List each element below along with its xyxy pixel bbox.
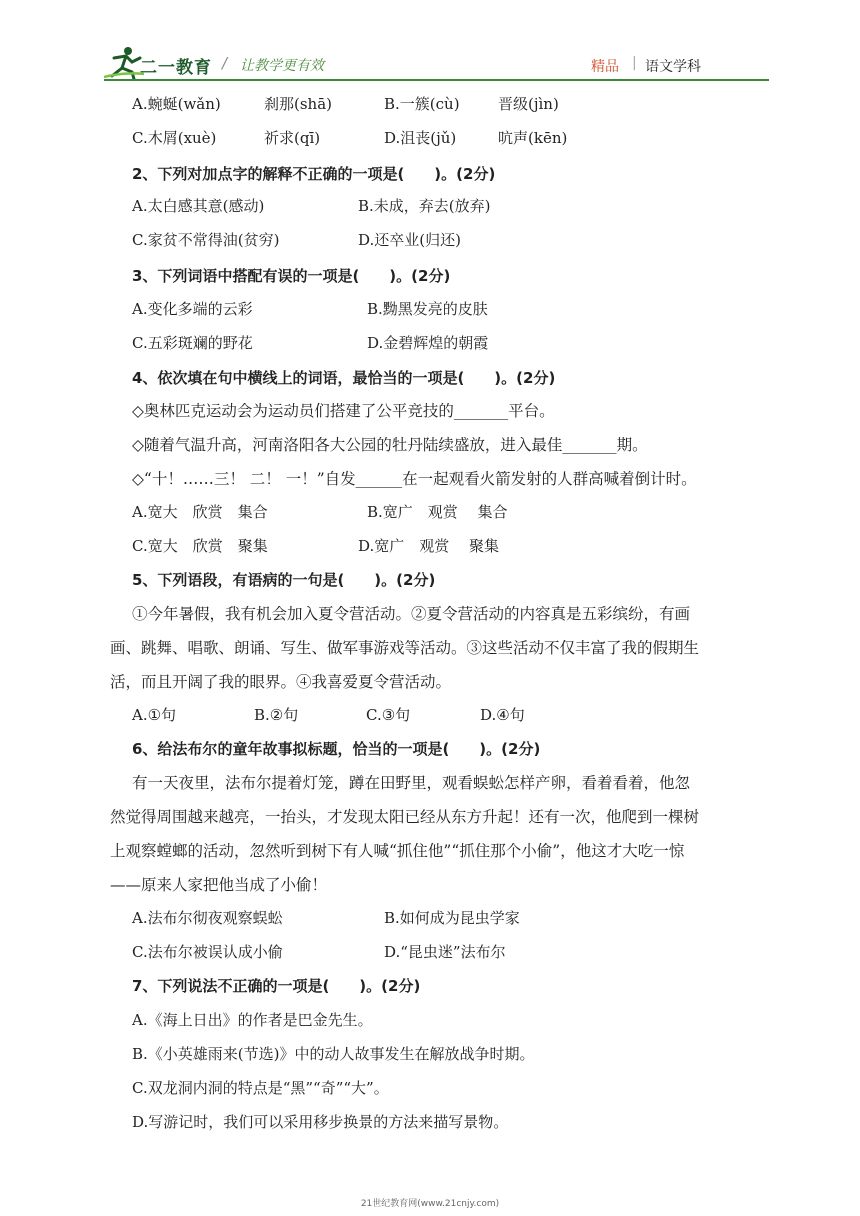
q2-stem: 2、下列对加点字的解释不正确的一项是( )。(2分) — [132, 165, 496, 183]
q7-option-b: B.《小英雄雨来(节选)》中的动人故事发生在解放战争时期。 — [132, 1045, 535, 1063]
q2-option-a: A.太白感其意(感动) — [132, 197, 265, 215]
q4-sentence-2: ◇随着气温升高，河南洛阳各大公园的牡丹陆续盛放，进入最佳_______期。 — [132, 436, 648, 454]
q4-option-a: A.宽大 欣赏 集合 — [132, 503, 268, 521]
q6-option-d: D.“昆虫迷”法布尔 — [384, 943, 506, 961]
q5-option-d: D.④句 — [480, 706, 525, 724]
header-divider — [104, 79, 769, 81]
q5-option-b: B.②句 — [254, 706, 299, 724]
q5-passage-line-2: 画、跳舞、唱歌、朗诵、写生、做军事游戏等活动。③这些活动不仅丰富了我的假期生 — [110, 639, 700, 657]
q1-option-d-word2: 吭声(kēn) — [498, 129, 568, 147]
q1-option-a-word1: A.蜿蜒(wǎn) — [132, 95, 221, 113]
q4-option-d: D.宽广 观赏 聚集 — [358, 537, 500, 555]
q7-option-d: D.写游记时，我们可以采用移步换景的方法来描写景物。 — [132, 1113, 509, 1131]
q1-option-b-word2: 晋级(jìn) — [498, 95, 559, 113]
q3-option-d: D.金碧辉煌的朝霞 — [367, 334, 489, 352]
q1-option-d-word1: D.沮丧(jǔ) — [384, 129, 457, 147]
q3-option-a: A.变化多端的云彩 — [132, 300, 253, 318]
q4-option-c: C.宽大 欣赏 聚集 — [132, 537, 268, 555]
q4-sentence-3: ◇“十！……三！ 二！ 一！”自发______在一起观看火箭发射的人群高喊着倒计时。 — [132, 470, 697, 488]
premium-tag: 精品 — [591, 59, 619, 75]
q6-stem: 6、给法布尔的童年故事拟标题，恰当的一项是( )。(2分) — [132, 740, 541, 758]
q4-option-b: B.宽广 观赏 集合 — [367, 503, 508, 521]
subject-tag: 语文学科 — [645, 59, 701, 75]
q6-passage-line-4: ——原来人家把他当成了小偷！ — [110, 876, 328, 894]
q1-option-c-word2: 祈求(qī) — [264, 129, 321, 147]
q5-option-c: C.③句 — [366, 706, 411, 724]
page-footer: 21世纪教育网(www.21cnjy.com) — [360, 1199, 500, 1209]
q6-passage-line-2: 然觉得周围越来越亮，一抬头，才发现太阳已经从东方升起！还有一次，他爬到一棵树 — [110, 808, 700, 826]
q2-option-b: B.未成，弃去(放弃) — [358, 197, 491, 215]
q7-stem: 7、下列说法不正确的一项是( )。(2分) — [132, 977, 421, 995]
q2-option-d: D.还卒业(归还) — [358, 231, 461, 249]
logo-text: 二一教育 — [140, 58, 212, 78]
q5-passage-line-3: 活，而且开阔了我的眼界。④我喜爱夏令营活动。 — [110, 673, 452, 691]
q2-option-c: C.家贫不常得油(贫穷) — [132, 231, 280, 249]
q4-stem: 4、依次填在句中横线上的词语，最恰当的一项是( )。(2分) — [132, 369, 556, 387]
q5-stem: 5、下列语段，有语病的一句是( )。(2分) — [132, 571, 436, 589]
tag-separator: | — [632, 55, 637, 71]
page-header — [0, 0, 860, 82]
q1-option-a-word2: 刹那(shā) — [264, 95, 333, 113]
q4-sentence-1: ◇奥林匹克运动会为运动员们搭建了公平竞技的_______平台。 — [132, 402, 555, 420]
q1-option-b-word1: B.一簇(cù) — [384, 95, 460, 113]
q7-option-a: A.《海上日出》的作者是巴金先生。 — [132, 1011, 373, 1029]
q1-option-c-word1: C.木屑(xuè) — [132, 129, 217, 147]
q5-option-a: A.①句 — [132, 706, 177, 724]
q6-option-c: C.法布尔被误认成小偷 — [132, 943, 283, 961]
q6-option-a: A.法布尔彻夜观察蜈蚣 — [132, 909, 283, 927]
slogan: 让教学更有效 — [240, 58, 324, 74]
q3-option-c: C.五彩斑斓的野花 — [132, 334, 253, 352]
q6-passage-line-1: 有一天夜里，法布尔提着灯笼，蹲在田野里，观看蜈蚣怎样产卵，看着看着，他忽 — [132, 774, 691, 792]
q7-option-c: C.双龙洞内洞的特点是“黑”“奇”“大”。 — [132, 1079, 389, 1097]
q3-option-b: B.黝黑发亮的皮肤 — [367, 300, 488, 318]
q5-passage-line-1: ①今年暑假，我有机会加入夏令营活动。②夏令营活动的内容真是五彩缤纷，有画 — [132, 605, 691, 623]
slogan-separator: / — [222, 54, 228, 72]
q3-stem: 3、下列词语中搭配有误的一项是( )。(2分) — [132, 267, 451, 285]
q6-option-b: B.如何成为昆虫学家 — [384, 909, 520, 927]
q6-passage-line-3: 上观察螳螂的活动，忽然听到树下有人喊“抓住他”“抓住那个小偷”，他这才大吃一惊 — [110, 842, 685, 860]
